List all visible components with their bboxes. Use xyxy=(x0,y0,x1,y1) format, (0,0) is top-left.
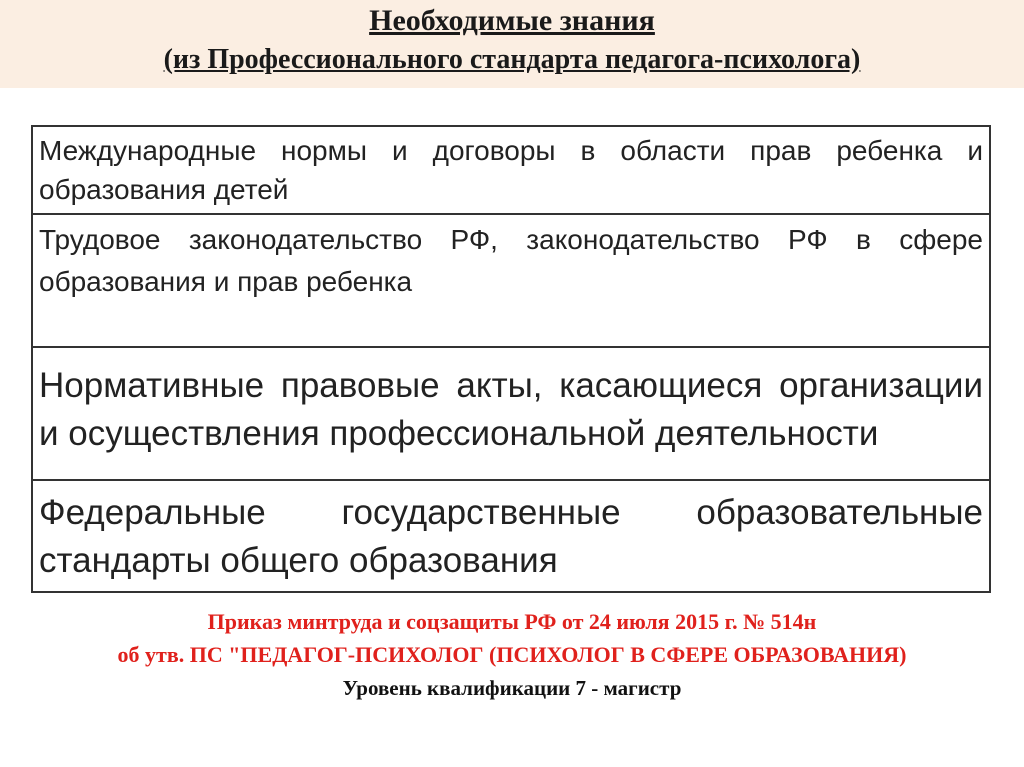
knowledge-row-federal-standards-line1: Федеральные государственные образовательные xyxy=(39,493,983,532)
knowledge-row-international-norms: Международные нормы и договоры в области прав ребенка и образования детей xyxy=(33,127,989,215)
knowledge-row-labor-law: Трудовое законодательство РФ, законодательство РФ в сфере образования и прав ребенка xyxy=(33,215,989,348)
knowledge-row-federal-standards-line2: стандарты общего образования xyxy=(39,541,558,580)
order-reference: Приказ минтруда и соцзащиты РФ от 24 июля 2015 г. № 514н xyxy=(207,609,817,634)
approval-reference: об утв. ПС "ПЕДАГОГ-ПСИХОЛОГ (ПСИХОЛОГ В СФЕРЕ ОБРАЗОВАНИЯ) xyxy=(117,642,907,667)
knowledge-row-federal-standards xyxy=(33,481,989,591)
knowledge-row-regulatory-acts: Нормативные правовые акты, касающиеся организации и осуществления профессиональной деятельности xyxy=(33,348,989,481)
page-subtitle: (из Профессионального стандарта педагога-психолога) xyxy=(163,44,861,75)
knowledge-table xyxy=(31,125,991,593)
page-title: Необходимые знания xyxy=(369,4,655,37)
qualification-level: Уровень квалификации 7 - магистр xyxy=(342,676,682,700)
